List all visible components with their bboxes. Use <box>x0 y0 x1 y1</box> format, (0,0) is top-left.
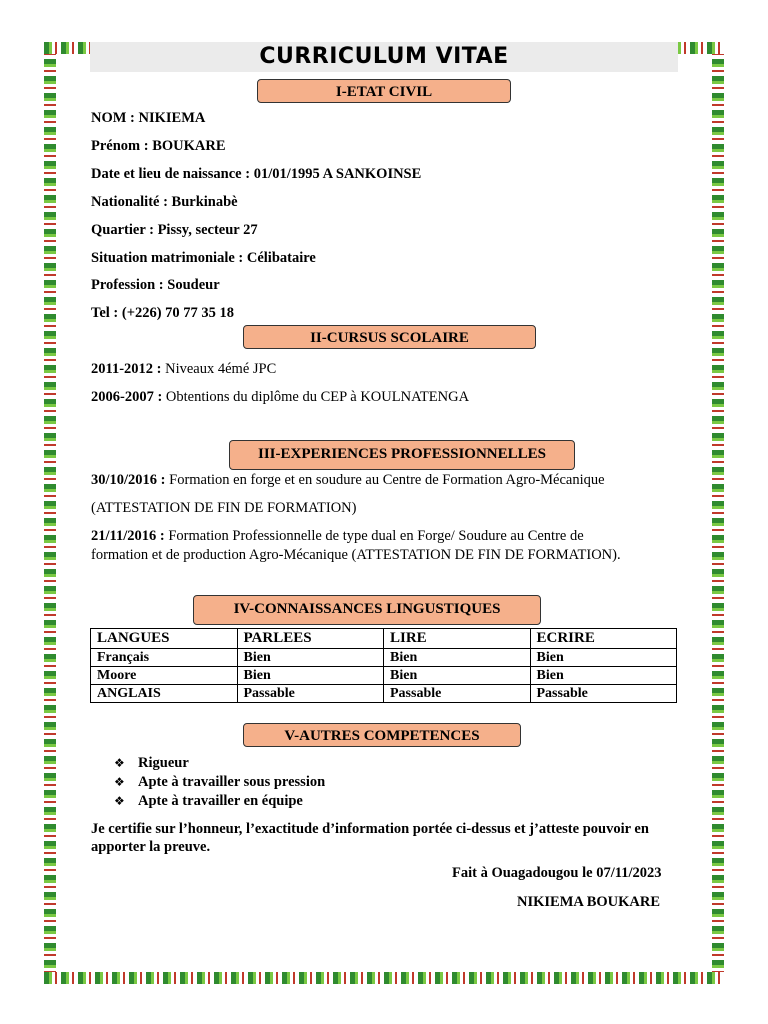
cursus-text: Obtentions du diplôme du CEP à KOULNATENGA <box>162 389 470 405</box>
experience-date: 21/11/2016 : <box>91 528 165 544</box>
info-naissance: Date et lieu de naissance : 01/01/1995 A SANKOINSE <box>91 166 422 182</box>
table-header-cell: PARLEES <box>237 629 384 649</box>
diamond-bullet-icon: ❖ <box>114 794 125 808</box>
diamond-bullet-icon: ❖ <box>114 756 125 770</box>
skills-list <box>114 754 325 811</box>
list-item <box>114 773 325 792</box>
cursus-item <box>91 361 276 378</box>
signature-name: NIKIEMA BOUKARE <box>517 894 661 910</box>
list-item <box>114 792 325 811</box>
experience-attestation: (ATTESTATION DE FIN DE FORMATION) <box>91 500 357 516</box>
table-cell: Bien <box>237 649 384 667</box>
table-cell: Bien <box>530 649 677 667</box>
info-nationalite: Nationalité : Burkinabè <box>91 194 238 210</box>
table-cell: Passable <box>530 685 677 703</box>
cursus-item <box>91 389 469 406</box>
table-cell: Passable <box>384 685 531 703</box>
table-row <box>91 649 677 667</box>
section-heading-etat-civil: I-ETAT CIVIL <box>257 79 511 103</box>
certification-statement: Je certifie sur l’honneur, l’exactitude d’information portée ci-dessus et j’atteste pouvoir en apporter la preuve. <box>91 821 649 855</box>
info-nom: NOM : NIKIEMA <box>91 110 206 126</box>
skill-label: Apte à travailler sous pression <box>138 774 326 790</box>
table-cell: Bien <box>384 649 531 667</box>
table-header-row <box>91 629 677 649</box>
table-row <box>91 667 677 685</box>
skill-label: Rigueur <box>138 755 189 771</box>
page-title: CURRICULUM VITAE <box>259 44 509 69</box>
info-profession: Profession : Soudeur <box>91 277 220 293</box>
section-heading-langues: IV-CONNAISSANCES LINGUSTIQUES <box>193 595 541 625</box>
section-heading-competences: V-AUTRES COMPETENCES <box>243 723 521 747</box>
table-cell: Moore <box>91 667 238 685</box>
info-quartier: Quartier : Pissy, secteur 27 <box>91 222 258 238</box>
info-situation: Situation matrimoniale : Célibataire <box>91 250 316 266</box>
experience-text: Formation en forge et en soudure au Centre de Formation Agro-Mécanique <box>165 472 605 488</box>
table-cell: Bien <box>384 667 531 685</box>
table-header-cell: LANGUES <box>91 629 238 649</box>
page-title-band <box>90 42 678 72</box>
info-prenom: Prénom : BOUKARE <box>91 138 226 154</box>
cursus-text: Niveaux 4émé JPC <box>161 361 277 377</box>
table-cell: Bien <box>530 667 677 685</box>
section-heading-experiences: III-EXPERIENCES PROFESSIONNELLES <box>229 440 575 470</box>
table-cell: ANGLAIS <box>91 685 238 703</box>
list-item <box>114 754 325 773</box>
cursus-date: 2011-2012 : <box>91 361 162 377</box>
place-date: Fait à Ouagadougou le 07/11/2023 <box>452 865 662 881</box>
experience-date: 30/10/2016 : <box>91 472 166 488</box>
experience-item <box>91 472 605 489</box>
diamond-bullet-icon: ❖ <box>114 775 125 789</box>
table-header-cell: ECRIRE <box>530 629 677 649</box>
table-cell: Bien <box>237 667 384 685</box>
experience-text: Formation Professionnelle de type dual en Forge/ Soudure au Centre de <box>164 528 584 544</box>
table-header-cell: LIRE <box>384 629 531 649</box>
skill-label: Apte à travailler en équipe <box>138 793 303 809</box>
section-heading-cursus: II-CURSUS SCOLAIRE <box>243 325 536 349</box>
experience-continuation: formation et de production Agro-Mécanique (ATTESTATION DE FIN DE FORMATION). <box>91 547 621 563</box>
cursus-date: 2006-2007 : <box>91 389 163 405</box>
table-cell: Français <box>91 649 238 667</box>
experience-item <box>91 528 584 545</box>
languages-table <box>90 628 677 703</box>
table-cell: Passable <box>237 685 384 703</box>
info-telephone: Tel : (+226) 70 77 35 18 <box>91 305 235 321</box>
table-row <box>91 685 677 703</box>
